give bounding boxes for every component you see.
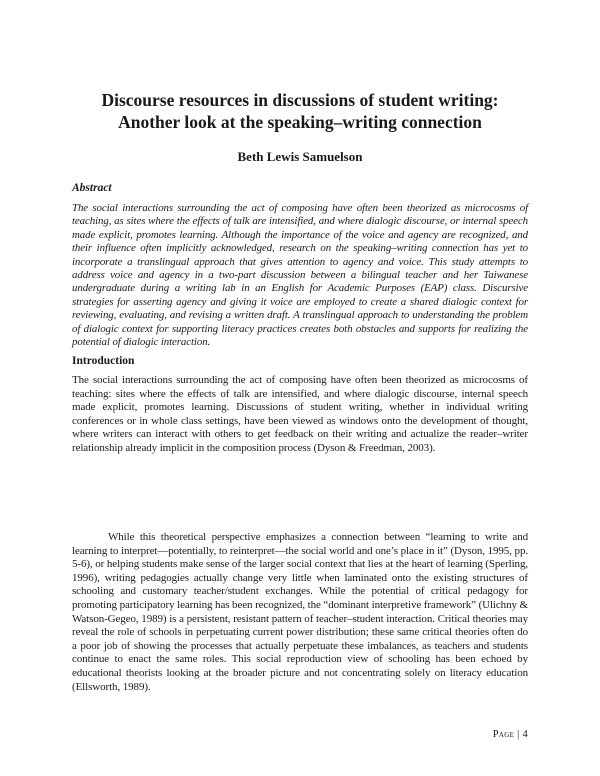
introduction-heading: Introduction bbox=[72, 355, 135, 367]
page-number: 4 bbox=[522, 729, 528, 740]
introduction-paragraph-1: The social interactions surrounding the act of composing have often been theorized as microcosms of teaching: sites where the effects of talk are intensified, and where dialogic discourse, internal speech made explicit, promotes learning. Discussions of student writing, whether in individual writing conferences or in whole class settings, have been viewed as windows onto the development of thought, where writers can interact with others to get feedback on their writing and actualize the reader–writer relationship already implicit in the composition process (Dyson & Freedman, 2003). bbox=[72, 374, 528, 454]
page-footer bbox=[493, 728, 528, 741]
footer-separator: | bbox=[517, 729, 520, 740]
footer-label: Page bbox=[492, 729, 515, 740]
paper-title bbox=[60, 89, 540, 133]
abstract-heading: Abstract bbox=[72, 182, 112, 194]
title-line-1: Discourse resources in discussions of student writing: bbox=[101, 90, 499, 110]
abstract-text: The social interactions surrounding the act of composing have often been theorized as microcosms of teaching, as sites where the effects of talk are intensified, and where dialogic discourse, or internal speech made explicit, promotes learning. Although the importance of the voice and agency are recognized, and their influence often implicitly acknowledged, research on the speaking–writing connection has yet to incorporate a translingual approach that gives attention to agency and voice. This study attempts to address voice and agency in a two-part discussion between a bilingual teacher and her Taiwanese undergraduate during a writing lab in an English for Academic Purposes (EAP) class. Discursive strategies for asserting agency and giving it voice are employed to create a shared dialogic context for reviewing, evaluating, and revising a written draft. A translingual approach to understanding the problem of dialogic context for supporting literacy practices creates both obstacles and supports for realizing the potential of dialogic interaction. bbox=[72, 202, 528, 349]
title-line-2: Another look at the speaking–writing connection bbox=[118, 112, 482, 132]
author-name: Beth Lewis Samuelson bbox=[237, 149, 363, 164]
introduction-paragraph-2: While this theoretical perspective emphasizes a connection between “learning to write and learning to interpret—potentially, to reinterpret—the social world and one’s place in it” (Dyson, 1995, pp. 5-6), or helping students make sense of the larger social context that lies at the heart of learning (Sperling, 1996), writing pedagogies actually change very little when laminated onto the existing structures of schooling and customary teacher/student exchanges. While the potential of critical pedagogy for promoting participatory learning has been recognized, the “dominant interpretive framework” (Ulichny & Watson-Gegeo, 1989) is a persistent, resistant pattern of teacher–student interaction. Critical theories may reveal the role of schools in perpetuating current power distribution; these same critical theories often do a poor job of showing the processes that actually perpetuate these imbalances, as teachers and students continue to enact the same roles. This social reproduction view of schooling has been echoed by educational theorists looking at the broader picture and not concentrating solely on literacy education (Ellsworth, 1989). bbox=[72, 531, 528, 693]
